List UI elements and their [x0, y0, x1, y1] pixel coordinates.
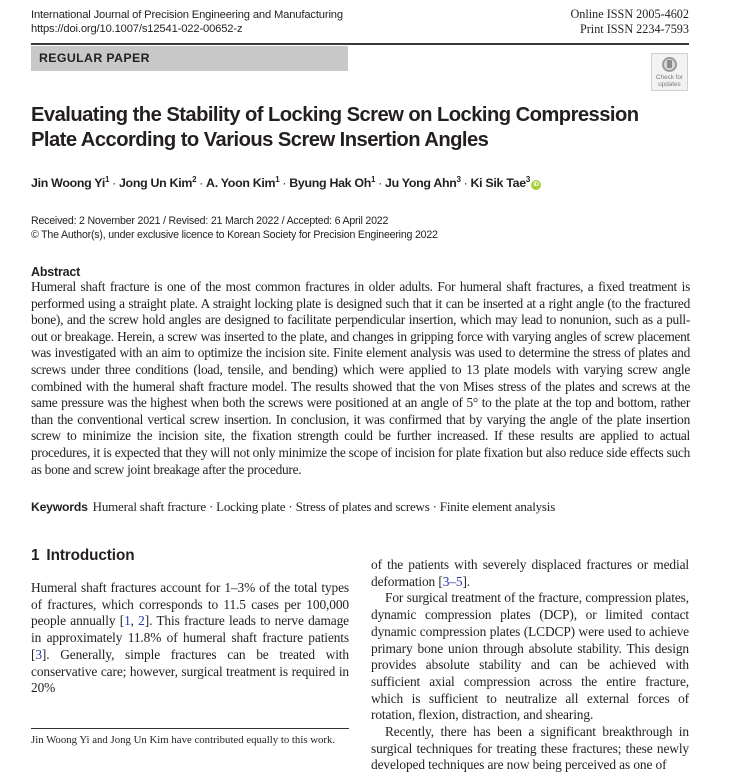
author-list	[31, 176, 541, 190]
left-column	[31, 580, 349, 697]
keywords-text: Humeral shaft fracture · Locking plate · Stress of plates and screws · Finite element analysis	[92, 499, 556, 514]
journal-name: International Journal of Precision Engineering and Manufacturing	[31, 9, 343, 21]
check-for-updates-badge[interactable]	[651, 53, 688, 91]
section-heading-introduction	[31, 547, 134, 565]
footnote: Jin Woong Yi and Jong Un Kim have contributed equally to this work.	[31, 734, 336, 746]
citation-link[interactable]: 2	[138, 613, 145, 629]
article-type-label: REGULAR PAPER	[39, 51, 150, 65]
author-name: Ju Yong Ahn	[385, 176, 457, 190]
issn-print: Print ISSN 2234-7593	[579, 22, 689, 36]
bookmark-icon	[662, 57, 677, 72]
author-affiliation: 3	[525, 175, 530, 184]
text-run: ].	[462, 573, 471, 589]
keywords	[31, 499, 555, 515]
orcid-icon[interactable]: iD	[531, 180, 541, 190]
text-run: of the patients with severely displaced fractures or medial deformation [	[371, 557, 689, 589]
author-separator: ·	[199, 176, 204, 190]
intro-paragraph-1-cont	[371, 557, 689, 590]
copyright-notice: © The Author(s), under exclusive licence to Korean Society for Precision Engineering 2022	[31, 229, 438, 241]
paper-title: Evaluating the Stability of Locking Screw on Locking Compression Plate According to Various Screw Insertion Angles	[31, 104, 639, 151]
text-run: ,	[130, 613, 139, 629]
publication-dates: Received: 2 November 2021 / Revised: 21 March 2022 / Accepted: 6 April 2022	[31, 215, 389, 227]
author-separator: ·	[282, 176, 287, 190]
author-name: Jin Woong Yi	[31, 176, 105, 190]
author-separator: ·	[378, 176, 383, 190]
citation-link[interactable]: 3–5	[442, 573, 463, 589]
intro-paragraph-1	[31, 580, 349, 697]
author-separator: ·	[112, 176, 116, 190]
author-separator: ·	[463, 176, 468, 190]
author-name: Byung Hak Oh	[289, 176, 372, 190]
author-name: A. Yoon Kim	[206, 176, 276, 190]
intro-paragraph-2: For surgical treatment of the fracture, compression plates, dynamic compression plates (DCP), or limited contact dynamic compression plates (LCDCP) were used to achieve primary bone union through absolute stability. This design provides absolute stability and can be achieved with sufficient axial compression across the entire fracture, which is sufficient to neutralize all external forces of rotation, flexion, distraction, and shearing.	[371, 590, 689, 723]
author-affiliation: 1	[104, 175, 110, 184]
author-affiliation: 3	[456, 175, 461, 184]
abstract-body: Humeral shaft fracture is one of the most common fractures in older adults. For humeral shaft fractures, a fixed treatment is performed using a straight plate. A straight locking plate is designed such that it can be inserted at a right angle (to the fractured bone), and the screw hold angles are designed to facilitate perpendicular insertion, which may lead to nonunion, such as a pull-out or breakage. Herein, a screw was inserted to the plate, and changes in gripping force with varying angles of screw placement was investigated with an aim to optimize the incision site. Finite element analysis was used to determine the stress of plates and screws under three conditions (load, tensile, and bending) which were applied to 13 plate models with varying screw angle combined with the humeral shaft fracture model. The results showed that the von Mises stress of the plates and screws at the same pressure was the highest when both the screws were positioned at an angle of 5° to the plate at the top and bottom, rather than the conventional vertical screw insertion. In conclusion, it was confirmed that by varying the angle of the plate insertion screw to minimize the incision site, the fixation strength could be further increased. If these results are applied to actual procedures, it is expected that they will not only minimize the scope of incision for plate fixation but also reduce side effects such as bone and screw joint breakage after the procedure.	[31, 279, 690, 477]
text-run: Humeral shaft fractures account for 1–3% of the total types of fractures, which corresponds to 11.5 cases per 100,000 people annually [	[31, 580, 349, 629]
section-number: 1	[31, 547, 40, 564]
author-name: Ki Sik Tae	[470, 176, 526, 190]
text-run: ]. This fracture leads to nerve damage in approximately 11.8% of humeral shaft fracture patients [	[31, 613, 349, 662]
intro-paragraph-3: Recently, there has been a significant breakthrough in surgical techniques for treating these fractures; these newly developed techniques are now being perceived as one of	[371, 724, 689, 773]
header-rule	[31, 43, 689, 45]
check-updates-line1: Check for	[656, 74, 683, 81]
keywords-label: Keywords	[31, 500, 88, 514]
abstract-heading: Abstract	[31, 265, 81, 279]
doi-link[interactable]: https://doi.org/10.1007/s12541-022-00652-z	[31, 23, 243, 35]
author-affiliation: 1	[275, 175, 280, 184]
author-name: Jong Un Kim	[118, 176, 193, 190]
footnote-rule	[31, 728, 349, 729]
section-title: Introduction	[46, 547, 135, 564]
citation-link[interactable]: 3	[35, 646, 42, 662]
author-affiliation: 2	[192, 175, 197, 184]
issn-online: Online ISSN 2005-4602	[570, 7, 689, 21]
text-run: ]. Generally, simple fractures can be treated with conservative care; however, surgical treatment is required in 20%	[31, 646, 349, 696]
check-updates-line2: updates	[658, 81, 681, 88]
author-affiliation: 1	[371, 175, 376, 184]
citation-link[interactable]: 1	[124, 613, 131, 629]
right-column	[371, 557, 689, 774]
article-type-bar	[31, 46, 348, 71]
